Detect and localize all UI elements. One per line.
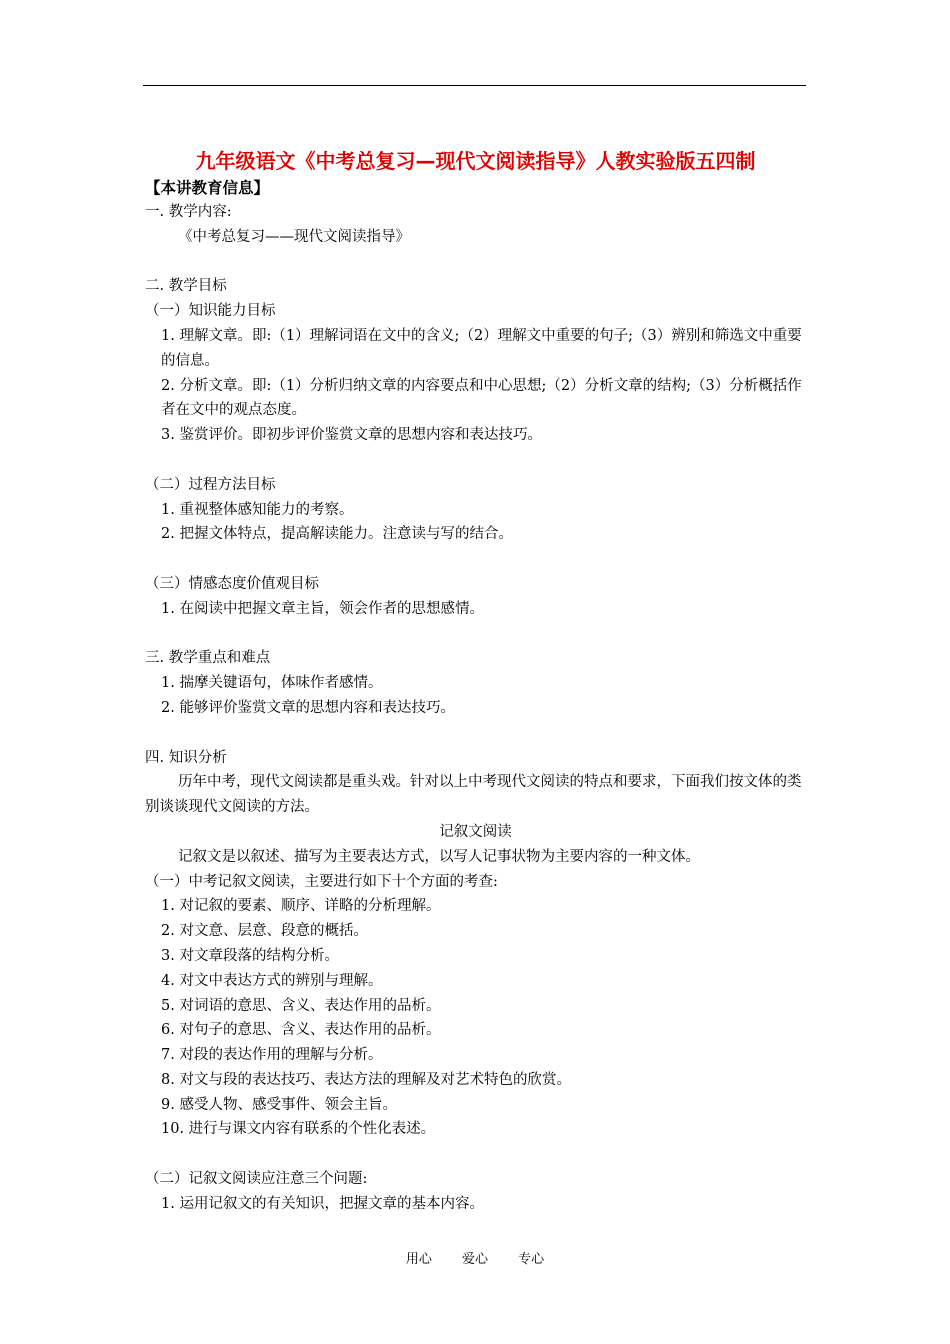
section-3-item-1: 1. 揣摩关键语句，体味作者感情。 — [161, 675, 383, 692]
page-footer — [0, 1248, 950, 1267]
section-4-paragraph: 历年中考，现代文阅读都是重头戏。针对以上中考现代文阅读的特点和要求，下面我们按文体的类别谈谈现代文阅读的方法。 — [145, 774, 802, 816]
list-item: 2. 对文意、层意、段意的概括。 — [161, 923, 368, 940]
goal-2-heading: （二）过程方法目标 — [145, 476, 276, 493]
list-item: 5. 对词语的意思、含义、表达作用的品析。 — [161, 997, 441, 1014]
list-item: 8. 对文与段的表达技巧、表达方法的理解及对艺术特色的欣赏。 — [161, 1071, 571, 1088]
list-item: 4. 对文中表达方式的辨别与理解。 — [161, 972, 383, 989]
section-3-heading: 三. 教学重点和难点 — [145, 650, 271, 667]
goal-2-item-1: 1. 重视整体感知能力的考察。 — [161, 501, 354, 518]
document-title: 九年级语文《中考总复习—现代文阅读指导》人教实验版五四制 — [195, 149, 756, 173]
section-4-subheading: 记叙文阅读 — [439, 823, 512, 840]
section-2-heading: 二. 教学目标 — [145, 278, 227, 295]
goal-2-item-2: 2. 把握文体特点，提高解读能力。注意读与写的结合。 — [161, 526, 513, 543]
narrative-group-1-heading: （一）中考记叙文阅读，主要进行如下十个方面的考查: — [145, 873, 498, 890]
goal-1-item-3: 3. 鉴赏评价。即初步评价鉴赏文章的思想内容和表达技巧。 — [161, 427, 542, 444]
footer-text-1: 用心 — [405, 1252, 432, 1267]
info-heading: 【本讲教育信息】 — [145, 179, 270, 197]
footer-text-3: 专心 — [518, 1252, 545, 1267]
section-4-heading: 四. 知识分析 — [145, 749, 227, 766]
list-item: 9. 感受人物、感受事件、领会主旨。 — [161, 1096, 397, 1113]
narrative-definition: 记叙文是以叙述、描写为主要表达方式，以写人记事状物为主要内容的一种文体。 — [178, 848, 700, 865]
section-3-item-2: 2. 能够评价鉴赏文章的思想内容和表达技巧。 — [161, 699, 455, 716]
goal-3-item-1: 1. 在阅读中把握文章主旨，领会作者的思想感情。 — [161, 600, 484, 617]
section-1-heading: 一. 教学内容: — [145, 204, 232, 220]
list-item: 10. 进行与课文内容有联系的个性化表述。 — [161, 1121, 436, 1138]
goal-1-item-2: 2. 分析文章。即:（1）分析归纳文章的内容要点和中心思想;（2）分析文章的结构;（3）分析概括作者在文中的观点态度。 — [161, 377, 802, 419]
footer-text-2: 爱心 — [461, 1252, 488, 1267]
narrative-group-2-heading: （二）记叙文阅读应注意三个问题: — [145, 1171, 368, 1188]
goal-1-heading: （一）知识能力目标 — [145, 303, 276, 320]
section-1-line: 《中考总复习——现代文阅读指导》 — [178, 228, 410, 245]
list-item: 7. 对段的表达作用的理解与分析。 — [161, 1047, 383, 1064]
header-rule — [143, 85, 806, 86]
list-item: 6. 对句子的意思、含义、表达作用的品析。 — [161, 1022, 441, 1039]
goal-3-heading: （三）情感态度价值观目标 — [145, 575, 319, 592]
list-item: 3. 对文章段落的结构分析。 — [161, 947, 339, 964]
document-body — [145, 148, 806, 1217]
list-item: 1. 对记叙的要素、顺序、详略的分析理解。 — [161, 898, 441, 915]
narrative-group-2-item-1: 1. 运用记叙文的有关知识，把握文章的基本内容。 — [161, 1195, 484, 1212]
goal-1-item-1: 1. 理解文章。即:（1）理解词语在文中的含义;（2）理解文中重要的句子;（3）辨别和筛选文中重要的信息。 — [161, 327, 802, 369]
